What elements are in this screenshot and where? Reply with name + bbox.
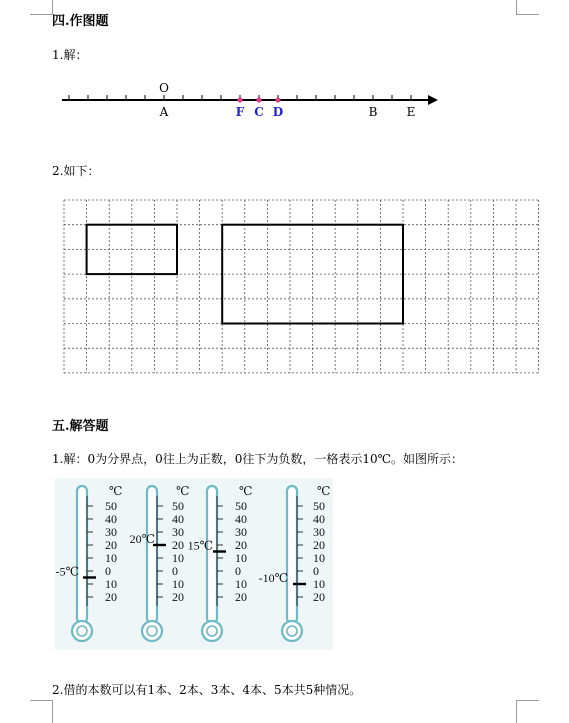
thermometer-bulb-inner xyxy=(207,626,217,636)
scale-label: 20 xyxy=(313,538,325,552)
scale-label: 20 xyxy=(313,590,325,604)
point-marker xyxy=(256,97,261,102)
scale-label: 10 xyxy=(105,551,117,565)
answer-text: 2.借的本数可以有1本、2本、3本、4本、5本共5种情况。 xyxy=(52,683,362,697)
point-label-o: O xyxy=(159,81,169,95)
reading-label: 15℃ xyxy=(187,538,213,553)
unit-label: ℃ xyxy=(109,484,123,498)
scale-label: 10 xyxy=(105,577,117,591)
scale-label: 40 xyxy=(105,512,117,526)
scale-label: 50 xyxy=(172,499,184,513)
scale-label: 20 xyxy=(235,590,247,604)
scale-label: 0 xyxy=(235,564,241,578)
scale-label: 20 xyxy=(172,538,184,552)
page-corner-mark xyxy=(30,700,53,723)
question-label: 1.解： xyxy=(52,48,88,62)
scale-label: 20 xyxy=(105,590,117,604)
unit-label: ℃ xyxy=(176,484,190,498)
scale-label: 30 xyxy=(313,525,325,539)
axis-arrow xyxy=(428,95,438,105)
point-marker xyxy=(275,97,280,102)
scale-label: 40 xyxy=(172,512,184,526)
scale-label: 20 xyxy=(172,590,184,604)
question-label: 2.如下： xyxy=(52,164,100,178)
thermometer-bulb-inner xyxy=(77,626,87,636)
scale-label: 10 xyxy=(313,577,325,591)
thermometer-bulb-inner xyxy=(147,626,157,636)
thermometer-tube xyxy=(77,486,87,623)
point-label-e: E xyxy=(406,105,416,119)
thermometer-bulb-inner xyxy=(287,626,297,636)
number-line xyxy=(0,70,569,210)
scale-label: 30 xyxy=(235,525,247,539)
page-corner-mark xyxy=(30,0,53,15)
unit-label: ℃ xyxy=(239,484,253,498)
point-label-f: F xyxy=(235,105,245,119)
scale-label: 10 xyxy=(235,551,247,565)
thermometer-tube xyxy=(147,486,157,623)
scale-label: 30 xyxy=(105,525,117,539)
scale-label: 10 xyxy=(235,577,247,591)
point-label-a: A xyxy=(159,105,169,119)
answer-text: 1.解：0为分界点，0往上为正数，0往下为负数，一格表示10℃。如图所示： xyxy=(52,452,464,466)
scale-label: 30 xyxy=(172,525,184,539)
point-label-b: B xyxy=(368,105,378,119)
thermometer-figure xyxy=(55,478,355,653)
point-label-d: D xyxy=(272,105,284,119)
page-corner-mark xyxy=(516,0,539,15)
scale-label: 50 xyxy=(105,499,117,513)
scale-label: 0 xyxy=(105,564,111,578)
scale-label: 40 xyxy=(235,512,247,526)
point-marker xyxy=(237,97,242,102)
section-heading: 四.作图题 xyxy=(52,14,109,29)
scale-label: 20 xyxy=(105,538,117,552)
scale-label: 20 xyxy=(235,538,247,552)
point-label-c: C xyxy=(254,105,264,119)
scale-label: 10 xyxy=(172,551,184,565)
scale-label: 10 xyxy=(313,551,325,565)
reading-label: -5℃ xyxy=(55,564,79,579)
reading-label: 20℃ xyxy=(129,532,155,546)
scale-label: 40 xyxy=(313,512,325,526)
reading-label: -10℃ xyxy=(258,571,288,585)
dotted-grid xyxy=(0,195,569,375)
scale-label: 0 xyxy=(313,564,319,578)
scale-label: 10 xyxy=(172,577,184,591)
section-heading: 五.解答题 xyxy=(52,419,109,434)
scale-label: 50 xyxy=(313,499,325,513)
scale-label: 50 xyxy=(235,499,247,513)
page-corner-mark xyxy=(516,700,539,723)
scale-label: 0 xyxy=(172,564,178,578)
unit-label: ℃ xyxy=(317,484,331,498)
thermometer-tube xyxy=(207,486,217,623)
thermometer-tube xyxy=(287,486,297,623)
